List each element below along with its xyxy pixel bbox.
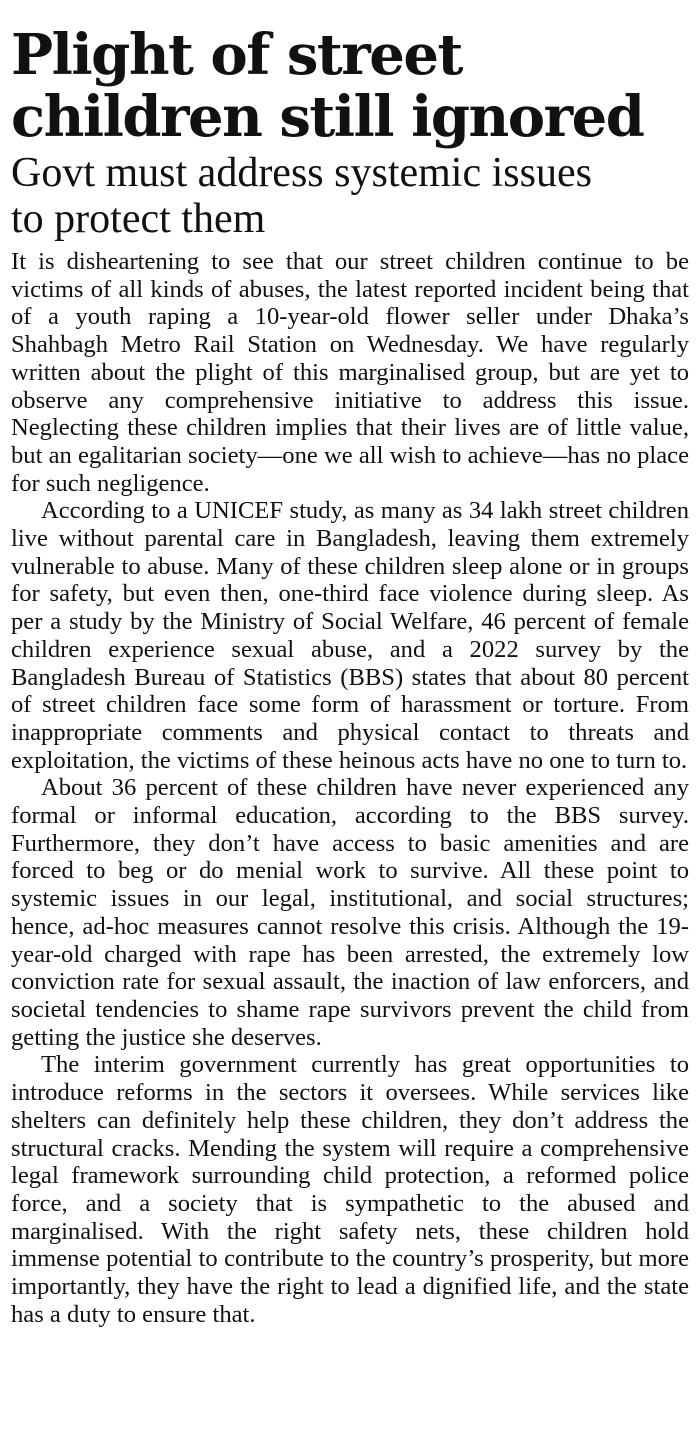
subheadline-line-2: to protect them	[11, 196, 266, 242]
editorial-article	[11, 24, 689, 1328]
subheadline-line-1: Govt must address systemic issues	[11, 150, 592, 196]
headline-line-2: children still ignored	[11, 84, 644, 150]
subheadline	[11, 150, 689, 242]
paragraph-1: It is disheartening to see that our street children continue to be victims of all kinds of abuses, the latest reported incident being that of a youth raping a 10-year-old flower seller under Dhaka’s Shahbagh Metro Rail Station on Wednesday. We have regularly written about the plight of this marginalised group, but are yet to observe any comprehensive initiative to address this issue. Neglecting these children implies that their lives are of little value, but an egalitarian society—one we all wish to achieve—has no place for such negligence.	[11, 248, 689, 497]
article-body	[11, 248, 689, 1328]
headline	[11, 24, 689, 148]
paragraph-3: About 36 percent of these children have never experienced any formal or informal education, according to the BBS survey. Furthermore, they don’t have access to basic amenities and are forced to beg or do menial work to survive. All these point to systemic issues in our legal, institutional, and social structures; hence, ad-hoc measures cannot resolve this crisis. Although the 19-year-old charged with rape has been arrested, the extremely low conviction rate for sexual assault, the inaction of law enforcers, and societal tendencies to shame rape survivors prevent the child from getting the justice she deserves.	[11, 774, 689, 1051]
paragraph-4: The interim government currently has great opportunities to introduce reforms in the sectors it oversees. While services like shelters can definitely help these children, they don’t address the structural cracks. Mending the system will require a comprehensive legal framework surrounding child protection, a reformed police force, and a society that is sympathetic to the abused and marginalised. With the right safety nets, these children hold immense potential to contribute to the country’s prosperity, but more importantly, they have the right to lead a dignified life, and the state has a duty to ensure that.	[11, 1051, 689, 1328]
headline-line-1: Plight of street	[11, 22, 462, 88]
paragraph-2: According to a UNICEF study, as many as 34 lakh street children live without parental care in Bangladesh, leaving them extremely vulnerable to abuse. Many of these children sleep alone or in groups for safety, but even then, one-third face violence during sleep. As per a study by the Ministry of Social Welfare, 46 percent of female children experience sexual abuse, and a 2022 survey by the Bangladesh Bureau of Statistics (BBS) states that about 80 percent of street children face some form of harassment or torture. From inappropriate comments and physical contact to threats and exploitation, the victims of these heinous acts have no one to turn to.	[11, 497, 689, 774]
